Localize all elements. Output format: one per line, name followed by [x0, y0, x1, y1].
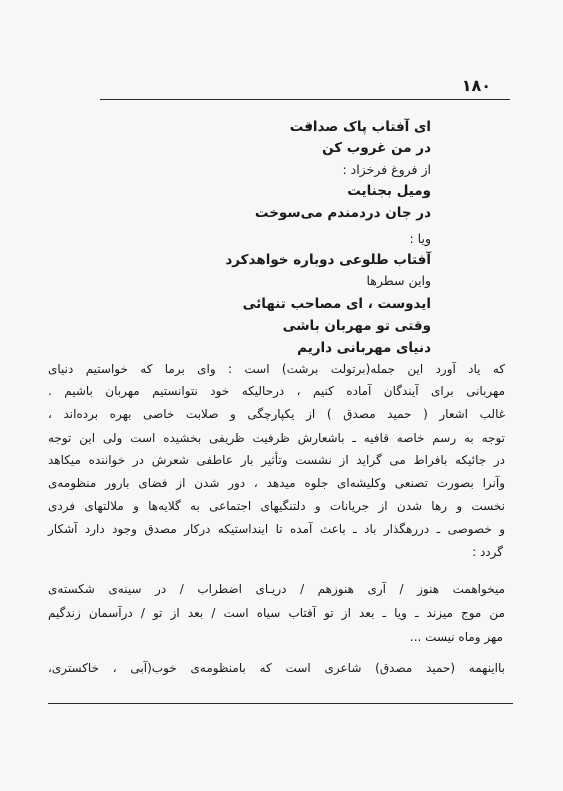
poem-line: آفتاب طلوعی دوباره خواهدکرد	[225, 252, 431, 268]
poem-line: وقتی تو مهربان باشی	[282, 318, 431, 334]
poem-line: دنیای مهربانی داریم	[297, 340, 431, 356]
poem-line: ایدوست ، ای مصاحب تنهائی	[242, 296, 431, 312]
prose-line: نخست و رها شدن از جریانات و دلتنگیهای اجتماعی به گلایه‌ها و ملالتهای فردی	[48, 499, 505, 513]
poem-line: ای آفتاب پاک صداقت	[289, 119, 431, 135]
prose-line: مهربانی برای آیندگان آماده کنیم ، درحالیکه خود نتوانستیم مهربان باشیم .	[48, 384, 505, 398]
prose-line: و خصوصی ـ دررهگذار باد ـ باعث آمده تا اینداستیکه درکار مصدق وجود دارد آشکار	[48, 522, 505, 536]
prose-line: که یاد آورد این جمله(برتولت برشت) است : وای برما که خواستیم دنیای	[48, 362, 505, 376]
prose-line: غالب اشعار ( حمید مصدق ) از یکپارچگی و صلابت خاصی بهره برده‌اند ،	[48, 407, 505, 421]
prose-line: توجه به رسم خاصه قافیه ـ باشعارش ظرفیت ظریفی بخشیده است ولی این توجه	[48, 431, 505, 445]
intro-line: از فروغ فرخزاد :	[342, 162, 431, 177]
prose-line: گردد :	[472, 545, 503, 559]
footer-rule	[48, 703, 513, 704]
quote-line: مهر وماه نیست ...	[409, 630, 503, 644]
intro-line: ویا :	[409, 231, 431, 246]
prose-line: وآنرا بصورت تصنعی وکلیشه‌ای جلوه میدهد ، دور شدن از فضای بارور منظومه‌ی	[48, 476, 505, 490]
header-rule	[100, 99, 510, 100]
closing-line: بااینهمه (حمید مصدق) شاعری است که بامنظومه‌ی خوب(آبی ، خاکستری،	[48, 661, 505, 675]
prose-line: در جائیکه بافراط می گراید از نشست وتأثیر بار عاطفی شعرش در خواننده میکاهد	[48, 453, 505, 467]
poem-line: ومیل بجنایت	[347, 183, 431, 199]
intro-line: واین سطرها	[366, 273, 431, 288]
poem-line: در جان دردمندم می‌سوخت	[254, 205, 431, 221]
quote-line: من موج میزند ـ ویا ـ بعد از تو آفتاب سیاه است / بعد از تو / درآسمان زندگیم	[48, 606, 505, 620]
quote-line: میخواهمت هنوز / آری هنوزهم / دریـای اضطراب / در سینه‌ی شکسته‌ی	[48, 582, 505, 596]
page-number: ۱۸۰	[461, 76, 491, 95]
poem-line: در من غروب کن	[322, 140, 431, 156]
